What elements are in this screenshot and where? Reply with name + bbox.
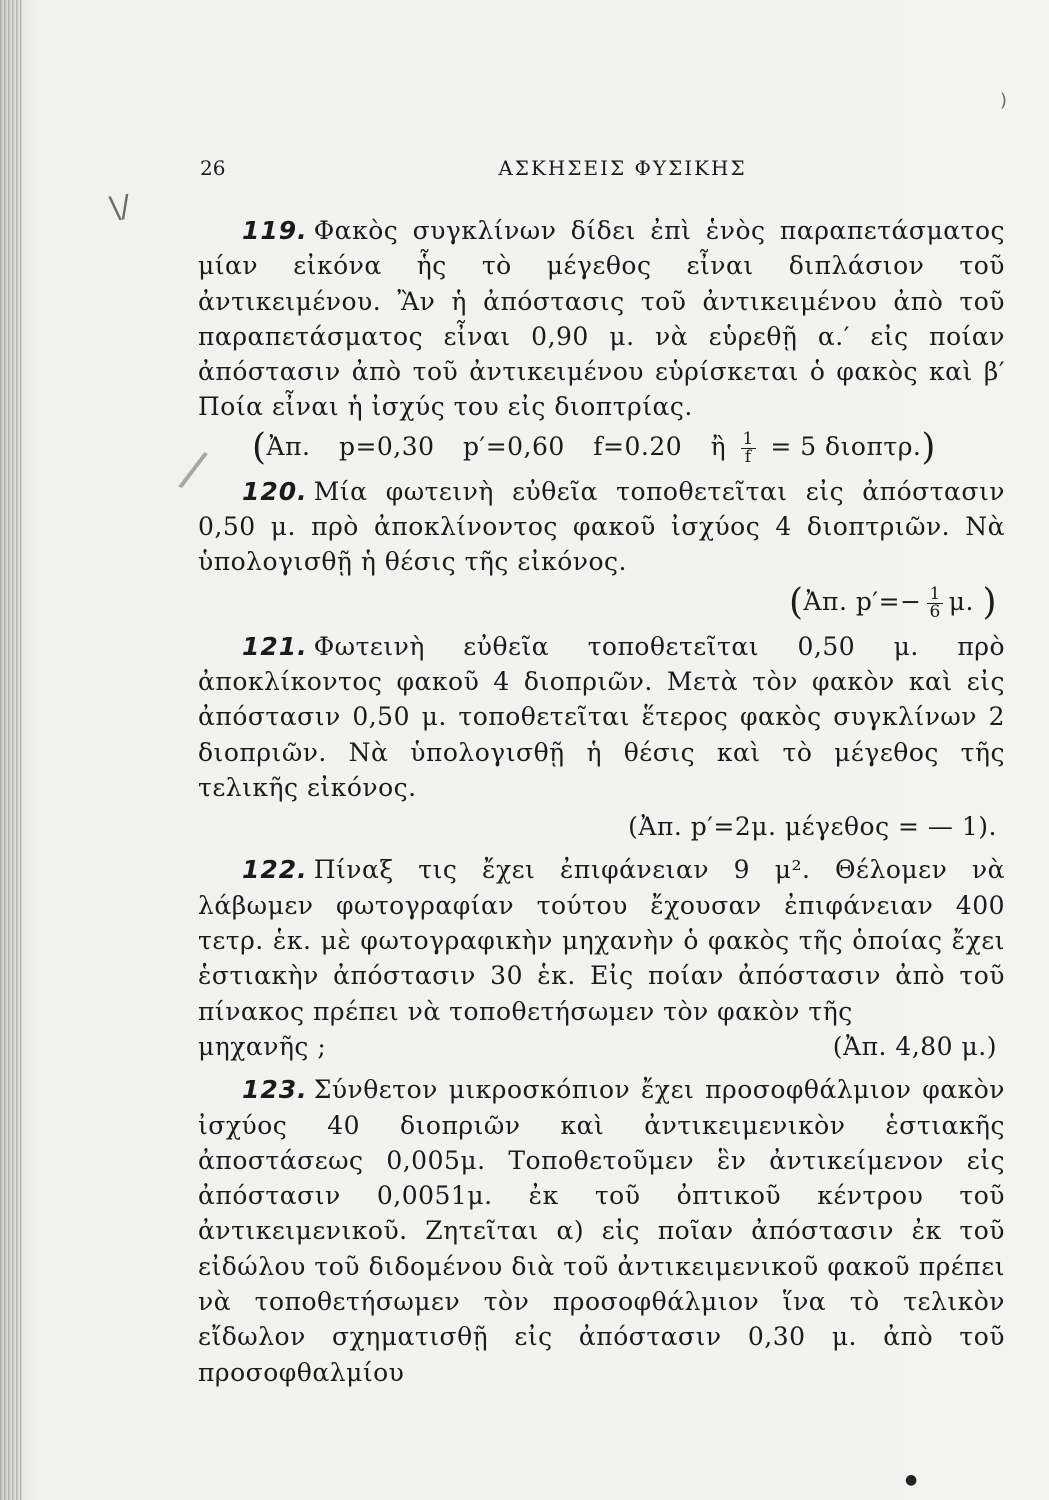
problem-122-last-line: μηχανῆς ; (Ἀπ. 4,80 μ.) bbox=[198, 1029, 1005, 1064]
problem-122-text: 122. Πίναξ τις ἔχει ἐπιφάνειαν 9 μ². Θέλομεν νὰ λάβωμεν φωτογραφίαν τούτου ἔχουσαν ἐπιφάνειαν 400 τετρ. ἑκ. μὲ φωτογραφικὴν μηχανὴν ὁ φακὸς τῆς ὁποίας ἔχει ἑστιακὴν ἀπόστασιν 30 ἑκ. Εἰς ποίαν ἀπόστασιν ἀπὸ τοῦ πίνακος πρέπει νὰ τοποθετήσωμεν τὸν φακὸν τῆς bbox=[198, 855, 1005, 1026]
problem-120-text: 120. Μία φωτεινὴ εὐθεῖα τοποθετεῖται εἰς ἀπόστασιν 0,50 μ. πρὸ ἀποκλίνοντος φακοῦ ἰσχύος 4 διοπτριῶν. Νὰ ὑπολογισθῇ ἡ θέσις τῆς εἰκόνος. bbox=[198, 476, 1005, 577]
pencil-check-icon: / bbox=[175, 438, 212, 500]
problem-123 bbox=[198, 1072, 1005, 1390]
pencil-mark-icon: \/ bbox=[107, 188, 133, 227]
problem-123-text: 123. Σύνθετον μικροσκόπιον ἔχει προσοφθάλμιον φακὸν ἰσχύος 40 διοπριῶν καὶ ἀντικειμενικὸν ἑστιακῆς ἀποστάσεως 0,005μ. Τοποθετοῦμεν ἓν ἀντικείμενον εἰς ἀπόστασιν 0,0051μ. ἐκ τοῦ ὀπτικοῦ κέντρου τοῦ ἀντικειμενικοῦ. Ζητεῖται α) εἰς ποῖαν ἀπόστασιν ἐκ τοῦ εἰδώλου τοῦ διδομένου διὰ τοῦ ἀντικειμενικοῦ φακοῦ πρέπει νὰ τοποθετήσωμεν τὸν προσοφθάλμιον ἵνα τὸ τελικὸν εἴδωλον σχηματισθῇ εἰς ἀπόστασιν 0,30 μ. ἀπὸ τοῦ προσοφθαλμίου bbox=[198, 1075, 1005, 1387]
problem-number: 122. bbox=[242, 855, 308, 885]
pencil-tick-icon: ) bbox=[1000, 90, 1008, 111]
problem-119 bbox=[198, 213, 1005, 466]
fraction: $\frac{1}{f}$ bbox=[742, 428, 754, 467]
page-number: 26 bbox=[200, 156, 226, 180]
problem-number: 123. bbox=[242, 1075, 308, 1105]
page-body bbox=[198, 213, 1005, 1398]
problem-121 bbox=[198, 629, 1005, 845]
problem-122-answer: (Ἀπ. 4,80 μ.) bbox=[832, 1031, 997, 1061]
fraction: $\frac{1}{6}$ bbox=[929, 583, 941, 622]
running-title: ΑΣΚΗΣΕΙΣ ΦΥΣΙΚΗΣ bbox=[498, 156, 747, 180]
page-edge-stack bbox=[0, 0, 22, 1500]
problem-number: 119. bbox=[242, 216, 308, 245]
ink-dot-icon: ● bbox=[905, 1472, 918, 1488]
problem-122 bbox=[198, 852, 1005, 1064]
problem-119-text: 119. Φακὸς συγκλίνων δίδει ἐπὶ ἑνὸς παραπετάσματος μίαν εἰκόνα ἧς τὸ μέγεθος εἶναι διπλάσιον τοῦ ἀντικειμένου. Ἂν ἡ ἀπόστασις τοῦ ἀντικειμένου ἀπὸ τοῦ παραπετάσματος εἶναι 0,90 μ. νὰ εὑρεθῇ α.′ εἰς ποίαν ἀπόστασιν ἀπὸ τοῦ ἀντικειμένου εὑρίσκεται ὁ φακὸς καὶ β′ Ποία εἶναι ἡ ἰσχύς του εἰς διοπτρίας. bbox=[198, 216, 1005, 422]
problem-121-text: 121. Φωτεινὴ εὐθεῖα τοποθετεῖται 0,50 μ. πρὸ ἀποκλίκοντος φακοῦ 4 διοπριῶν. Μετὰ τὸν φακὸν καὶ εἰς ἀπόστασιν 0,50 μ. τοποθετεῖται ἕτερος φακὸς συγκλίνων 2 διοπριῶν. Νὰ ὑπολογισθῇ ἡ θέσις καὶ τὸ μέγεθος τῆς τελικῆς εἰκόνος. bbox=[198, 631, 1005, 802]
problem-120-answer: (Ἀπ. p′=− $\frac{1}{6}$ μ. ) bbox=[788, 581, 997, 623]
problem-121-answer: (Ἀπ. p′=2μ. μέγεθος = — 1). bbox=[628, 812, 997, 842]
problem-120 bbox=[198, 474, 1005, 621]
page-header bbox=[200, 152, 1005, 182]
problem-number: 120. bbox=[242, 476, 308, 506]
problem-119-answer: (Ἀπ. p=0,30 p′=0,60 f=0.20 ἢ $\frac{1}{f}$ = 5 διοπτρ.) bbox=[252, 426, 936, 468]
problem-number: 121. bbox=[242, 631, 308, 661]
